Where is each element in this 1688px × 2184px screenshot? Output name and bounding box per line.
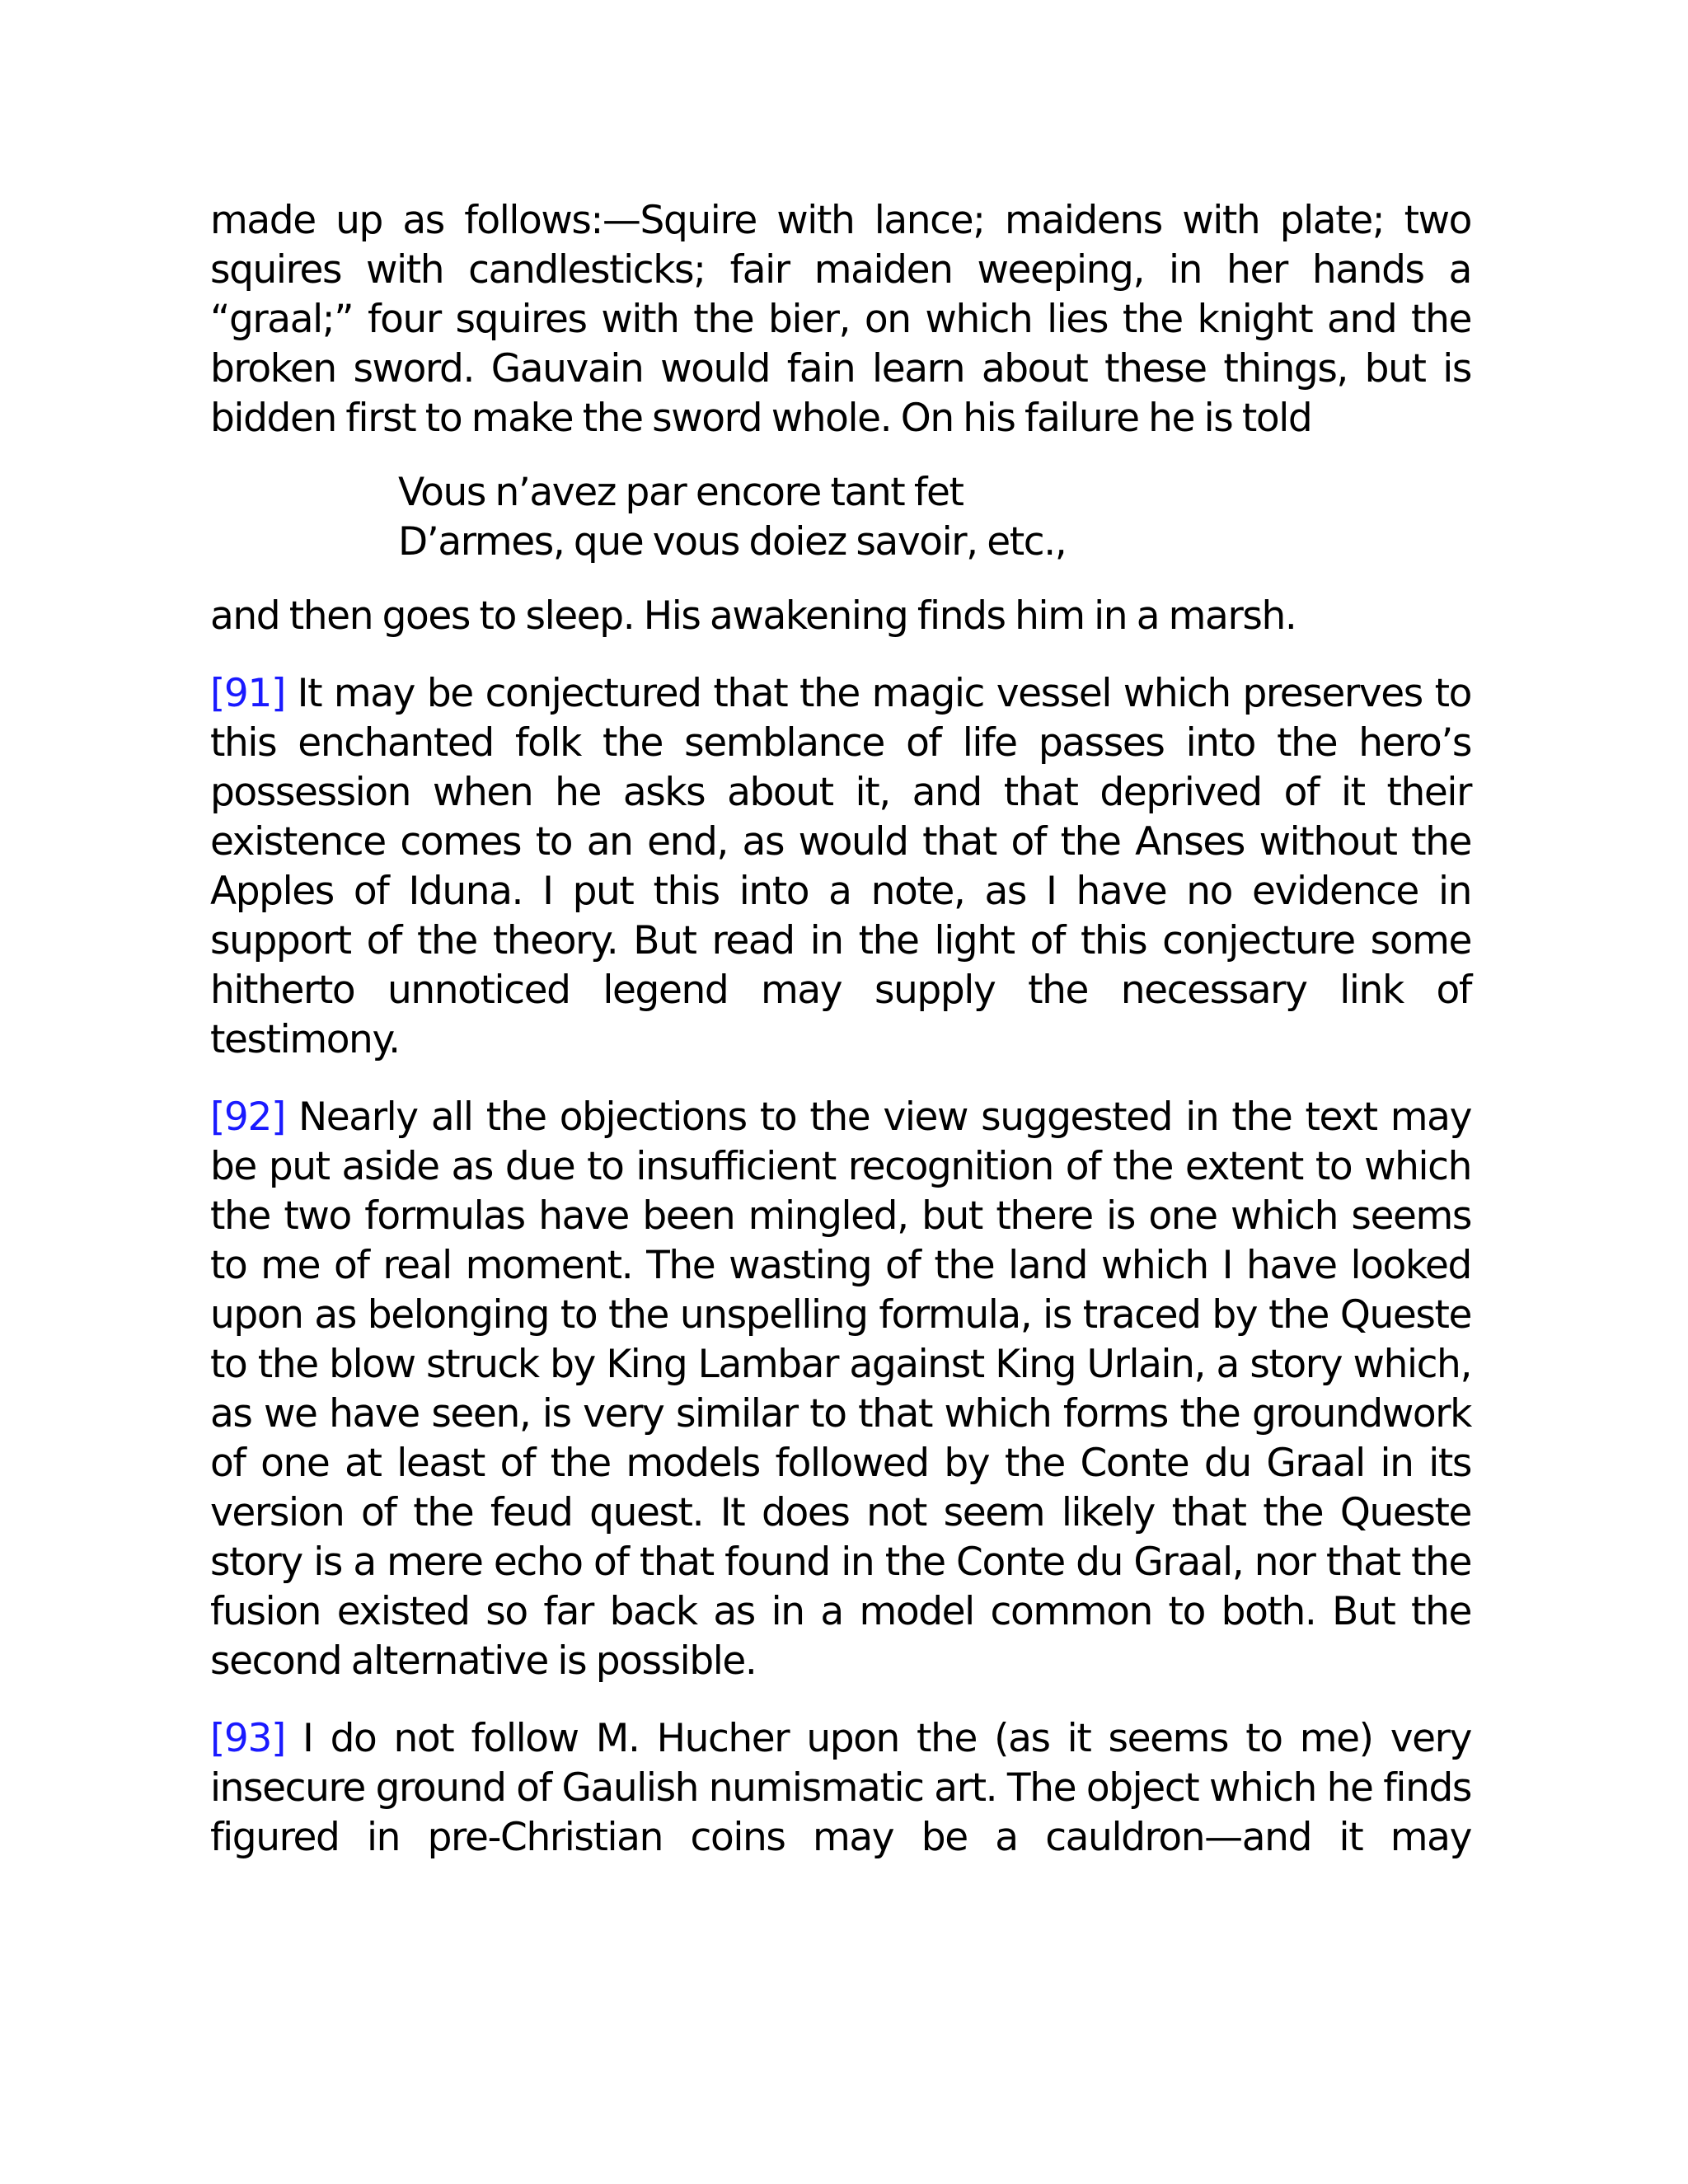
- footnote-93: [210, 1714, 1471, 1863]
- page-text-block: [210, 196, 1471, 1863]
- continuation-paragraph: made up as follows:—Squire with lance; maidens with plate; two squires with candlesticks; fair maiden weeping, in her hands a “graal;” four squires with the bier, on which lies the knight and the broken sword. Gauvain would fain learn about these things, but is bidden first to make the sword whole. On his failure he is told: [210, 198, 1471, 441]
- footnote-92-link[interactable]: [92]: [210, 1094, 285, 1140]
- after-verse-paragraph: and then goes to sleep. His awakening finds him in a marsh.: [210, 593, 1296, 639]
- footnote-93-text: I do not follow M. Hucher upon the (as it seems to me) very insecure ground of Gaulish numismatic art. The object which he finds figured in pre-Christian coins may be a cauldron—and it may: [210, 1716, 1471, 1860]
- footnote-91: [210, 669, 1471, 1065]
- footnote-92: [210, 1093, 1471, 1686]
- footnote-93-link[interactable]: [93]: [210, 1716, 285, 1761]
- verse-line-1: Vous n’avez par encore tant fet: [398, 470, 964, 515]
- verse-line-2: D’armes, que vous doiez savoir, etc.,: [398, 519, 1067, 565]
- verse-quotation: [398, 468, 1471, 567]
- footnote-91-text: It may be conjectured that the magic vessel which preserves to this enchanted folk the semblance of life passes into the hero’s possession when he asks about it, and that deprived of it their existence comes to an end, as would that of the Anses without the Apples of Iduna. I put this into a note, as I have no evidence in support of the theory. But read in the light of this conjecture some hitherto unnoticed legend may supply the necessary link of testimony.: [210, 671, 1471, 1062]
- footnote-92-text: Nearly all the objections to the view suggested in the text may be put aside as due to insufficient recognition of the extent to which the two formulas have been mingled, but there is one which seems to me of real moment. The wasting of the land which I have looked upon as belonging to the unspelling formula, is traced by the Queste to the blow struck by King Lambar against King Urlain, a story which, as we have seen, is very similar to that which forms the groundwork of one at least of the models followed by the Conte du Graal in its version of the feud quest. It does not seem likely that the Queste story is a mere echo of that found in the Conte du Graal, nor that the fusion existed so far back as in a model common to both. But the second alternative is possible.: [210, 1094, 1471, 1684]
- footnote-91-link[interactable]: [91]: [210, 671, 285, 716]
